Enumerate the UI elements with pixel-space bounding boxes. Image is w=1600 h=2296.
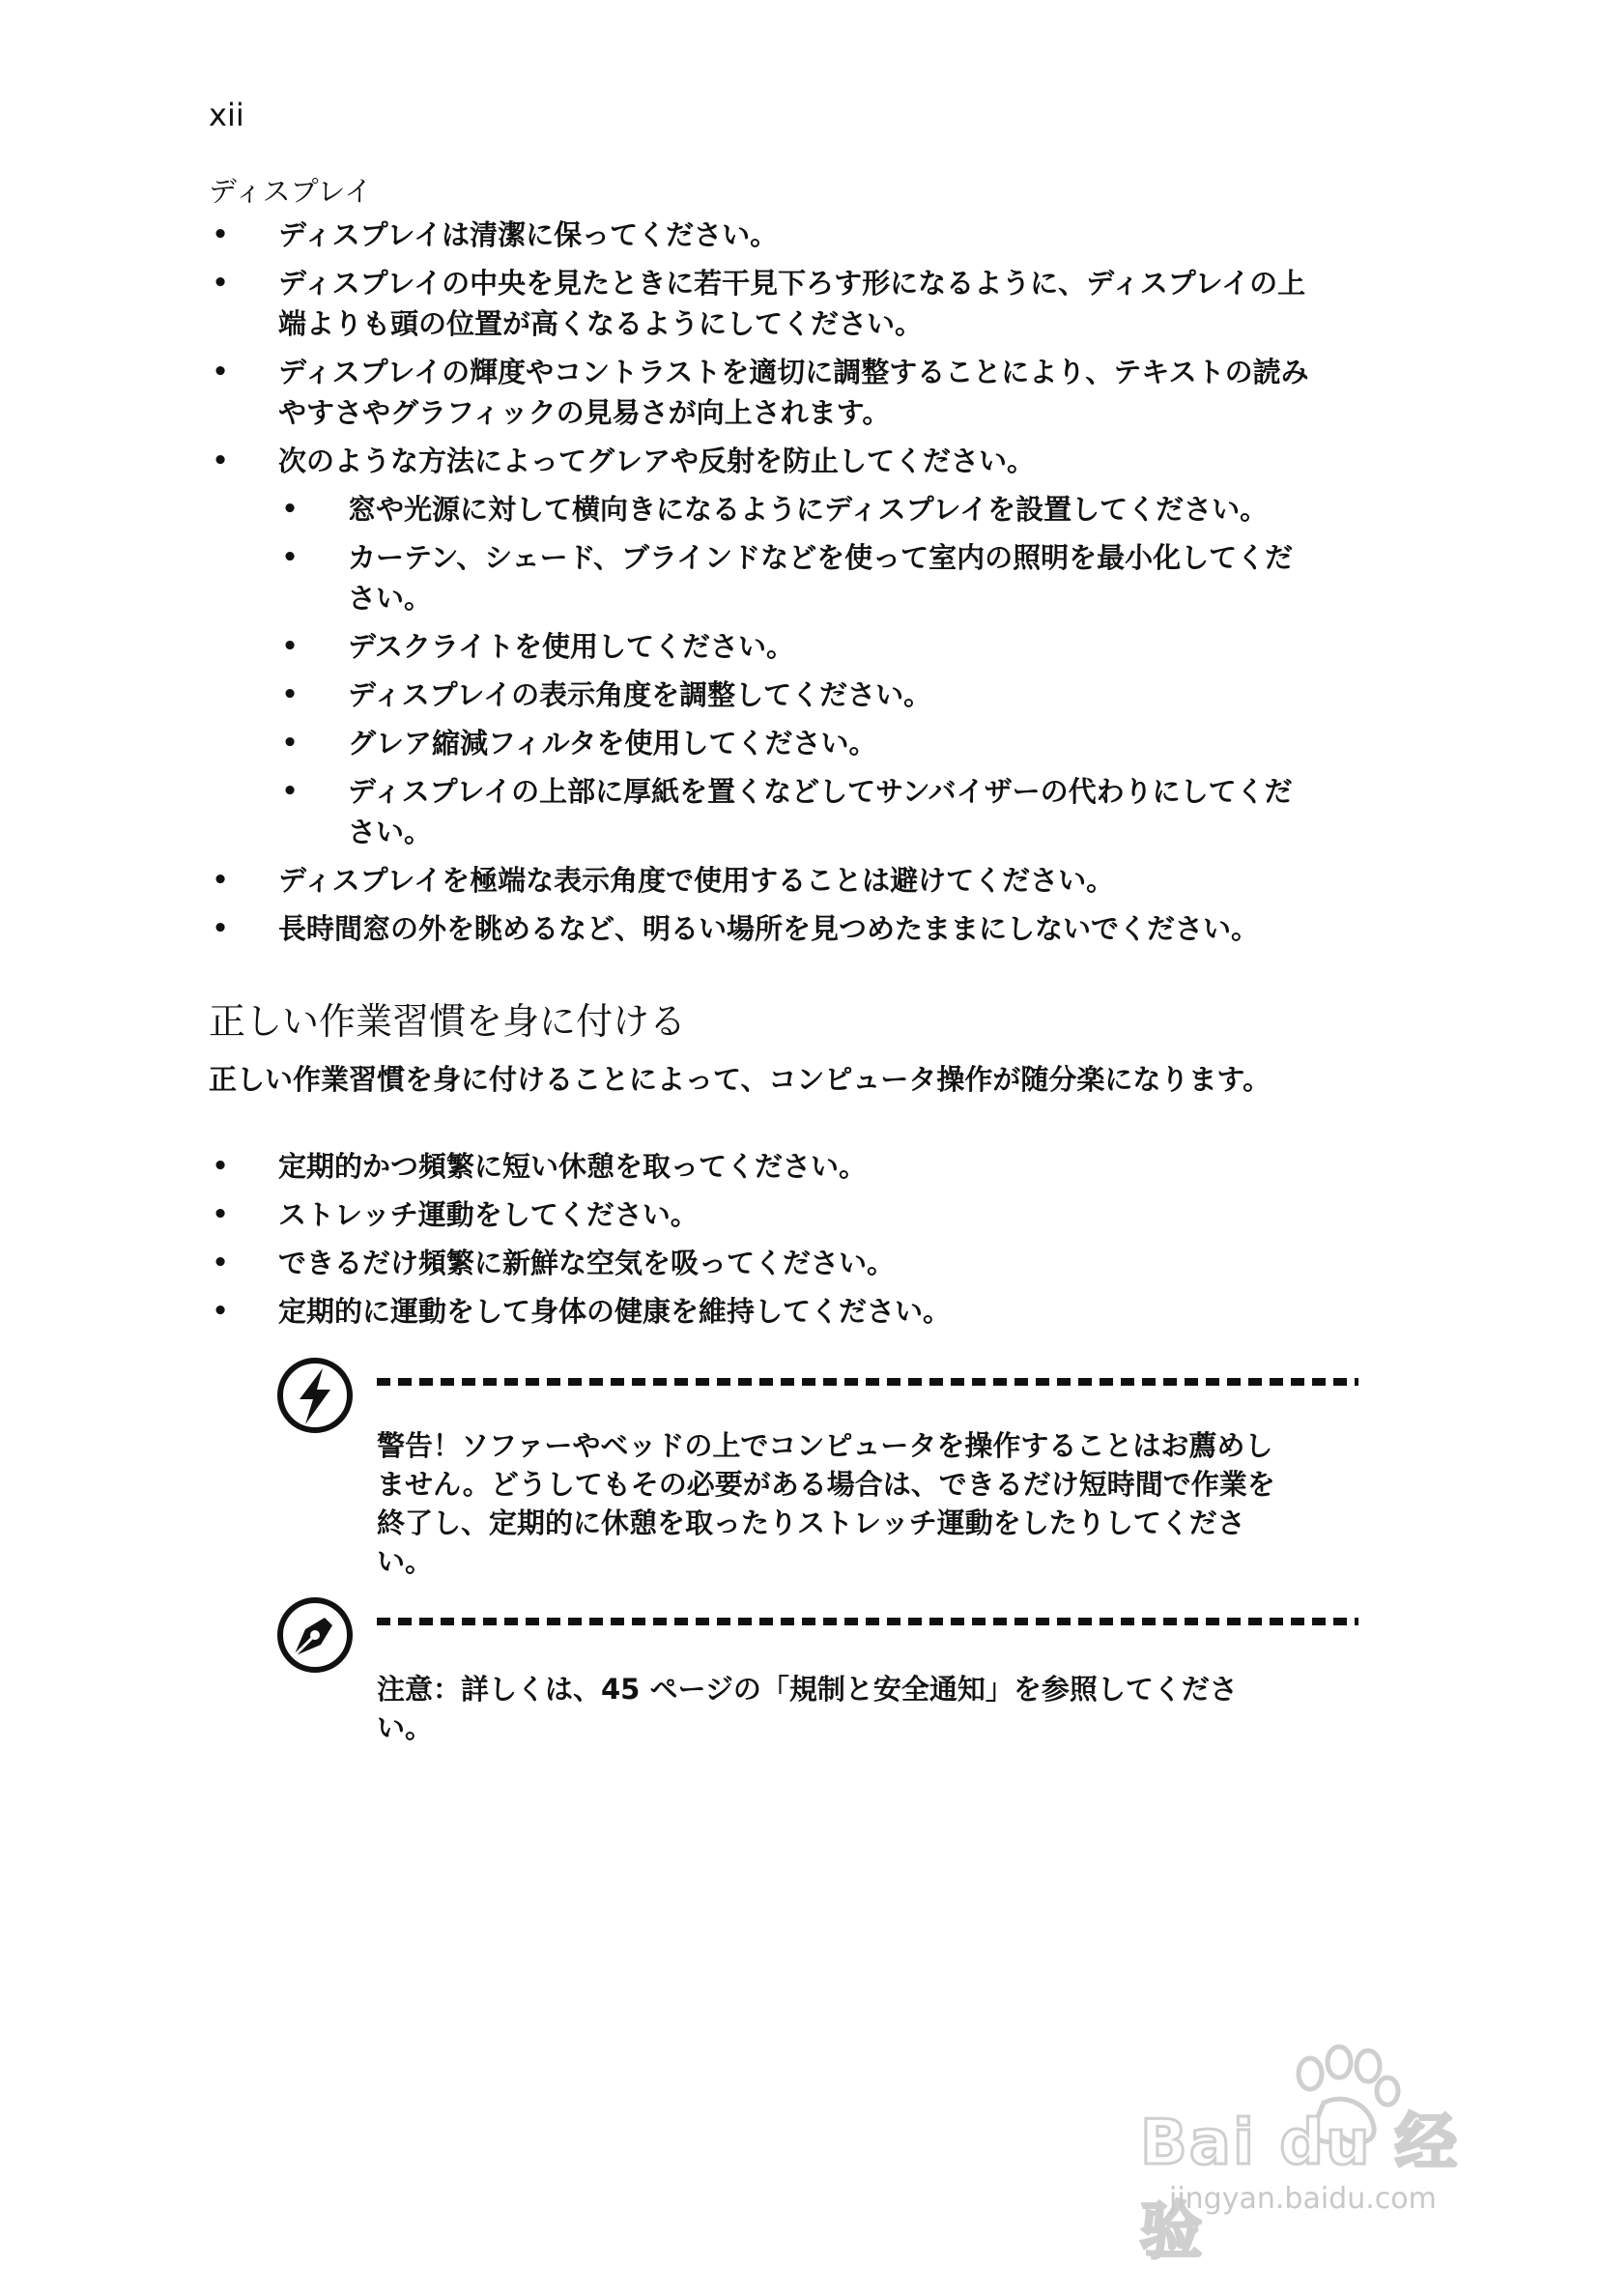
bullet-icon: •	[212, 1200, 229, 1229]
bullet-icon: •	[212, 1297, 229, 1326]
bullet-icon: •	[212, 446, 229, 475]
watermark-brand: Bai du 经验	[1140, 2108, 1459, 2268]
bullet-icon: •	[212, 914, 229, 943]
list-item: • できるだけ頻繁に新鮮な空気を吸ってください。	[209, 1243, 1378, 1283]
page-number: xii	[209, 97, 244, 133]
lightning-icon	[276, 1357, 354, 1434]
watermark	[1121, 2035, 1507, 2268]
list-item: • ディスプレイの輝度やコントラストを適切に調整することにより、テキストの読みやすさやグラフィックの見易さが向上されます。	[209, 352, 1320, 433]
bullet-icon: •	[212, 866, 229, 895]
bullet-icon: •	[281, 680, 299, 709]
note-callout	[276, 1596, 1358, 1751]
bullet-icon: •	[212, 220, 229, 249]
bullet-icon: •	[212, 1248, 229, 1277]
note-text: 注意：詳しくは、45 ページの「規制と安全通知」を参照してください。	[377, 1673, 1238, 1744]
dashed-divider	[377, 1378, 1358, 1386]
bullet-icon: •	[212, 1152, 229, 1181]
list-item: • 次のような方法によってグレアや反射を防止してください。	[209, 441, 1378, 481]
bullet-icon: •	[281, 729, 299, 758]
warning-callout	[276, 1357, 1358, 1598]
list-item: • ディスプレイを極端な表示角度で使用することは避けてください。	[209, 860, 1378, 901]
bullet-icon: •	[281, 777, 299, 806]
sub-list-item: • カーテン、シェード、ブラインドなどを使って室内の照明を最小化してください。	[209, 537, 1320, 618]
display-bullet-list	[209, 215, 1378, 957]
display-section-label: ディスプレイ	[209, 175, 373, 208]
list-item: • ストレッチ運動をしてください。	[209, 1194, 1378, 1235]
watermark-url: jingyan.baidu.com	[1169, 2182, 1437, 2216]
sub-list-item: • 窓や光源に対して横向きになるようにディスプレイを設置してください。	[209, 489, 1378, 530]
sub-list-item: • グレア縮減フィルタを使用してください。	[209, 723, 1378, 763]
warning-text: 警告！ソファーやベッドの上でコンピュータを操作することはお薦めしません。どうしてもその必要がある場合は、できるだけ短時間で作業を終了し、定期的に休憩を取ったりストレッチ運動をしたりしてください。	[377, 1429, 1275, 1578]
pen-nib-icon	[276, 1596, 354, 1674]
bullet-icon: •	[281, 495, 299, 524]
sub-list-item: • デスクライトを使用してください。	[209, 626, 1378, 667]
list-item: • ディスプレイの中央を見たときに若干見下ろす形になるように、ディスプレイの上端よりも頭の位置が高くなるようにしてください。	[209, 263, 1320, 344]
list-item: • 定期的かつ頻繁に短い休憩を取ってください。	[209, 1146, 1378, 1187]
bullet-icon: •	[212, 269, 229, 298]
bullet-icon: •	[281, 543, 299, 572]
list-item: • ディスプレイは清潔に保ってください。	[209, 215, 1320, 255]
section-intro: 正しい作業習慣を身に付けることによって、コンピュータ操作が随分楽になります。	[209, 1063, 1271, 1096]
sub-list-item: • ディスプレイの上部に厚紙を置くなどしてサンバイザーの代わりにしてください。	[209, 771, 1320, 852]
dashed-divider	[377, 1618, 1358, 1625]
bullet-icon: •	[281, 632, 299, 661]
list-item: • 定期的に運動をして身体の健康を維持してください。	[209, 1291, 1378, 1332]
sub-list-item: • ディスプレイの表示角度を調整してください。	[209, 674, 1378, 715]
habits-bullet-list	[209, 1146, 1378, 1339]
section-heading: 正しい作業習慣を身に付ける	[209, 1000, 687, 1043]
list-item: • 長時間窓の外を眺めるなど、明るい場所を見つめたままにしないでください。	[209, 908, 1378, 949]
bullet-icon: •	[212, 358, 229, 387]
